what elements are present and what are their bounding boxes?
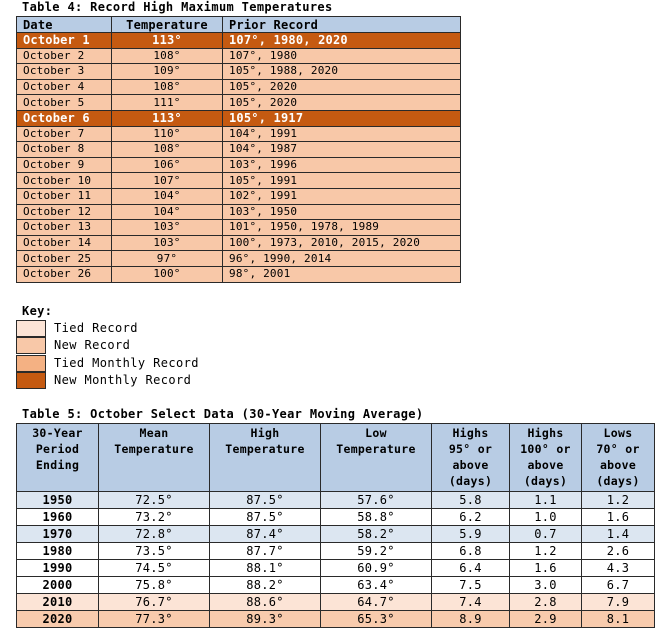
header-line: above [527,458,564,472]
date-cell: October 1 [17,33,112,49]
date-cell: October 13 [17,220,112,236]
october-select-data-table [16,423,655,628]
table-row [17,560,655,577]
header-line: Mean [139,426,169,440]
low-cell: 60.9° [321,560,432,577]
mean-cell: 72.8° [99,526,210,543]
lows-70-cell: 4.3 [582,560,655,577]
table-row [17,33,461,49]
header-line: Lows [603,426,633,440]
table-row [17,251,461,267]
header-line: Temperature [225,442,305,456]
header-line: Highs [452,426,489,440]
header-line: Temperature [114,442,194,456]
highs-95-cell: 6.8 [432,543,510,560]
tied-monthly-record-swatch [16,355,46,372]
prior-record-cell: 100°, 1973, 2010, 2015, 2020 [223,235,461,251]
mean-cell: 77.3° [99,611,210,628]
highs-100-cell: 1.2 [510,543,582,560]
prior-record-cell: 102°, 1991 [223,188,461,204]
high-cell: 87.7° [210,543,321,560]
key-title: Key: [22,304,53,318]
year-cell: 2000 [17,577,99,594]
mean-cell: 72.5° [99,492,210,509]
table-row [17,64,461,80]
table-row [17,204,461,220]
date-cell: October 9 [17,157,112,173]
temperature-cell: 113° [112,110,223,126]
table-row [17,79,461,95]
temperature-cell: 110° [112,126,223,142]
key-label: Tied Monthly Record [54,356,199,370]
key-label: New Record [54,338,131,352]
table-row [17,509,655,526]
year-cell: 1950 [17,492,99,509]
header-line: 30-Year [32,426,83,440]
highs-95-cell: 5.9 [432,526,510,543]
mean-cell: 73.5° [99,543,210,560]
table-header-row [17,17,461,33]
highs-100-cell: 3.0 [510,577,582,594]
header-line: 100° or [520,442,571,456]
date-cell: October 5 [17,95,112,111]
low-cell: 57.6° [321,492,432,509]
column-header-lows-70 [582,424,655,492]
column-header-low-temperature [321,424,432,492]
date-cell: October 11 [17,188,112,204]
header-line: Low [365,426,387,440]
highs-95-cell: 6.2 [432,509,510,526]
key-label: Tied Record [54,321,138,335]
table-row [17,543,655,560]
key-label: New Monthly Record [54,373,192,387]
header-line: High [250,426,280,440]
prior-record-cell: 105°, 2020 [223,95,461,111]
temperature-cell: 104° [112,204,223,220]
column-header-period-ending [17,424,99,492]
temperature-cell: 108° [112,48,223,64]
prior-record-cell: 104°, 1991 [223,126,461,142]
year-cell: 1990 [17,560,99,577]
prior-record-cell: 105°, 1988, 2020 [223,64,461,80]
prior-record-cell: 104°, 1987 [223,142,461,158]
lows-70-cell: 6.7 [582,577,655,594]
header-line: (days) [523,474,568,488]
table-row [17,577,655,594]
highs-100-cell: 1.1 [510,492,582,509]
date-cell: October 26 [17,266,112,282]
new-record-swatch [16,337,46,354]
mean-cell: 73.2° [99,509,210,526]
table5-title: Table 5: October Select Data (30-Year Moving Average) [22,407,424,421]
low-cell: 58.8° [321,509,432,526]
highs-100-cell: 2.8 [510,594,582,611]
date-cell: October 10 [17,173,112,189]
high-cell: 87.5° [210,509,321,526]
header-line: Temperature [336,442,416,456]
column-header-temperature: Temperature [112,17,223,33]
high-cell: 88.2° [210,577,321,594]
highs-95-cell: 7.5 [432,577,510,594]
prior-record-cell: 105°, 1991 [223,173,461,189]
table4-title: Table 4: Record High Maximum Temperatures [22,0,333,14]
temperature-cell: 113° [112,33,223,49]
header-line: Highs [527,426,564,440]
highs-95-cell: 7.4 [432,594,510,611]
column-header-high-temperature [210,424,321,492]
prior-record-cell: 103°, 1996 [223,157,461,173]
highs-95-cell: 8.9 [432,611,510,628]
low-cell: 65.3° [321,611,432,628]
highs-95-cell: 5.8 [432,492,510,509]
highs-100-cell: 1.6 [510,560,582,577]
record-high-table [16,16,461,283]
table-row [17,48,461,64]
prior-record-cell: 96°, 1990, 2014 [223,251,461,267]
header-line: Ending [35,458,80,472]
table-row [17,126,461,142]
prior-record-cell: 98°, 2001 [223,266,461,282]
lows-70-cell: 1.6 [582,509,655,526]
mean-cell: 74.5° [99,560,210,577]
highs-100-cell: 0.7 [510,526,582,543]
year-cell: 2010 [17,594,99,611]
high-cell: 87.5° [210,492,321,509]
table-row [17,110,461,126]
table-row [17,526,655,543]
high-cell: 89.3° [210,611,321,628]
table-row [17,235,461,251]
table-header-row [17,424,655,492]
table-row [17,492,655,509]
date-cell: October 3 [17,64,112,80]
lows-70-cell: 7.9 [582,594,655,611]
mean-cell: 75.8° [99,577,210,594]
header-line: above [452,458,489,472]
date-cell: October 7 [17,126,112,142]
header-line: (days) [596,474,640,488]
date-cell: October 2 [17,48,112,64]
highs-100-cell: 1.0 [510,509,582,526]
temperature-cell: 111° [112,95,223,111]
header-line: Period [35,442,80,456]
date-cell: October 14 [17,235,112,251]
temperature-cell: 103° [112,235,223,251]
table-row [17,594,655,611]
table-row [17,220,461,236]
column-header-mean-temperature [99,424,210,492]
temperature-cell: 103° [112,220,223,236]
prior-record-cell: 105°, 1917 [223,110,461,126]
year-cell: 1980 [17,543,99,560]
high-cell: 88.6° [210,594,321,611]
table-row [17,611,655,628]
temperature-cell: 107° [112,173,223,189]
header-line: 70° or [596,442,640,456]
temperature-cell: 104° [112,188,223,204]
temperature-cell: 106° [112,157,223,173]
table-row [17,188,461,204]
date-cell: October 12 [17,204,112,220]
high-cell: 87.4° [210,526,321,543]
table-row [17,95,461,111]
low-cell: 58.2° [321,526,432,543]
date-cell: October 25 [17,251,112,267]
date-cell: October 4 [17,79,112,95]
table-row [17,157,461,173]
prior-record-cell: 107°, 1980 [223,48,461,64]
new-monthly-record-swatch [16,372,46,389]
column-header-date: Date [17,17,112,33]
lows-70-cell: 2.6 [582,543,655,560]
table-row [17,142,461,158]
header-line: above [599,458,637,472]
temperature-cell: 108° [112,79,223,95]
temperature-cell: 109° [112,64,223,80]
year-cell: 1970 [17,526,99,543]
mean-cell: 76.7° [99,594,210,611]
high-cell: 88.1° [210,560,321,577]
prior-record-cell: 105°, 2020 [223,79,461,95]
highs-95-cell: 6.4 [432,560,510,577]
temperature-cell: 108° [112,142,223,158]
year-cell: 1960 [17,509,99,526]
prior-record-cell: 107°, 1980, 2020 [223,33,461,49]
low-cell: 63.4° [321,577,432,594]
lows-70-cell: 1.2 [582,492,655,509]
lows-70-cell: 8.1 [582,611,655,628]
header-line: 95° or [448,442,493,456]
tied-record-swatch [16,320,46,337]
column-header-prior-record: Prior Record [223,17,461,33]
low-cell: 59.2° [321,543,432,560]
column-header-highs-95 [432,424,510,492]
table-row [17,173,461,189]
header-line: (days) [448,474,493,488]
date-cell: October 6 [17,110,112,126]
temperature-cell: 100° [112,266,223,282]
date-cell: October 8 [17,142,112,158]
table-row [17,266,461,282]
year-cell: 2020 [17,611,99,628]
prior-record-cell: 103°, 1950 [223,204,461,220]
temperature-cell: 97° [112,251,223,267]
prior-record-cell: 101°, 1950, 1978, 1989 [223,220,461,236]
column-header-highs-100 [510,424,582,492]
lows-70-cell: 1.4 [582,526,655,543]
low-cell: 64.7° [321,594,432,611]
highs-100-cell: 2.9 [510,611,582,628]
